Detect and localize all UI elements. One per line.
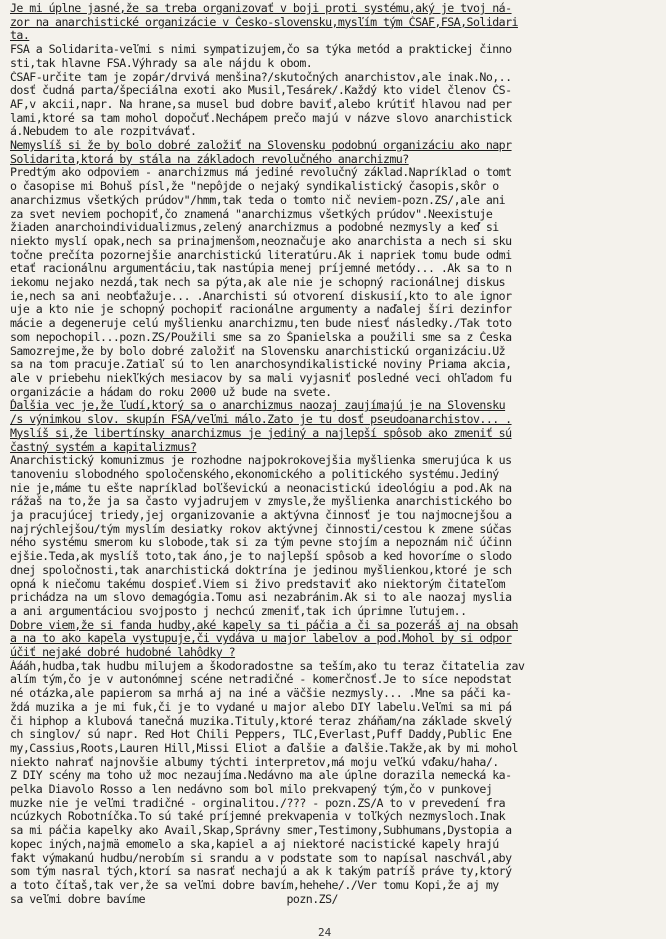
text-line: tanoveniu slobodného spoločenského,ekonomického a politického systému.Jediný [10,467,499,481]
text-line: Predtým ako odpoviem - anarchizmus má jediné revolučný základ.Napríklad o tomt [10,166,512,180]
text-line: kopec iných,najmä emomelo a ska,kapiel a aj niektoré nacistické kapely hrajú [10,837,499,851]
question-line: zor na anarchistické organizácie v Česko-slovensku,mysľím tým ČSAF,FSA,Solidari [10,15,518,29]
text-line: som nepochopil...pozn.ZS/Použili sme sa zo Španielska a použili sme sa z Česka [10,330,512,344]
question-line: Je mi úplne jasné,že sa treba organizovať v boji proti systému,aký je tvoj ná- [10,2,512,15]
text-line: iekomu nejako nezdá,tak nech sa pýta,ak ale nie je schopný racionálnej diskus [10,276,506,290]
text-line: rážaš na to,že ja sa často vyjadrujem v zmysle,že myšlienka anarchistického bo [10,495,512,509]
text-line: dosť čudná parta/špeciálna exoti ako Musil,Tesárek/.Každý kto videl členov ČS- [10,84,512,98]
text-line: Áááh,hudba,tak hudbu milujem a škodoradostne sa teším,ako tu teraz čitatelia zav [10,659,525,673]
text-line: ejšie.Teda,ak myslíš toto,tak áno,je to najlepší spôsob a ked hovoríme o slodo [10,550,512,564]
text-line: lami,ktoré sa tam mohol dopočuť.Nechápem prečo majú v názve slovo anarchistick [10,111,512,125]
text-line: alím tým,čo je v autonómnej scéne netradičné - komerčnosť.Je to síce nepodstat [10,673,512,687]
text-line: muzke nie je veľmi tradičné - orginalitou./??? - pozn.ZS/A to v prevedení fra [10,796,506,810]
text-line: ale v priebehu niekľkých mesiacov by sa mali vyjasniť posledné veci ohľadom fu [10,371,512,385]
text-line: ja pracujúcej triedy,jej organizovanie a aktývna činnosť je tou najmocnejšou a [10,509,512,523]
question-line: Solidarita,ktorá by stála na základoch revolučného anarchizmu? [10,152,409,166]
text-line: či hiphop a klubová tanečná muzika.Tituly,ktoré teraz zháňam/na základe skvelý [10,714,512,728]
text-line: niekto nahrať najnovšie albumy týchti interpretov,má moju veľkú vďaku/haha/. [10,755,499,769]
text-line: ČSAF-určite tam je zopár/drvivá menšina?/skutočných anarchistov,ale inak.No,.. [10,70,512,84]
text-line: Z DIY scény ma toho už moc nezaujíma.Nedávno ma ale úplne dorazila nemecká ka- [10,769,512,783]
text-line: ždá muzika a je mi fuk,či je to vydané u major alebo DIY labelu.Veľmi sa mi pá [10,700,512,714]
text-line: nie je,máme tu ešte napríklad boľševickú a neonacistickú ideológiu a pod.Ak na [10,481,512,495]
text-line: som tým nasral tých,ktorí sa nasrať nechajú a ak k takým patríš práve ty,ktorý [10,865,512,879]
text-line: Anarchistický komunizmus je rozhodne najpokrokovejšia myšlienka smerujúca k us [10,454,512,468]
question-line: /s výnimkou slov. skupín FSA/veľmi málo.Zato je tu dosť pseudoanarchistov... . [10,413,512,427]
text-line: najrýchlejšou/tým myslím desiatky rokov aktývnej činnosti/cestou k zmene súčas [10,522,512,536]
text-line: ch singlov/ sú napr. Red Hot Chili Peppers, TLC,Everlast,Puff Daddy,Public Ene [10,728,512,742]
text-line: a ani argumentáciou svojposto j nechcú zmeniť,tak ich úprimne ľutujem.. [10,604,467,618]
text-line: mácie a degeneruje celú myšlienku anarchizmu,ten bude niesť následky./Tak toto [10,317,512,331]
text-line: uje a kto nie je schopný pochopiť racionálne argumenty a naďalej šíri dezinfor [10,303,512,317]
text-line: Samozrejme,že by bolo dobré založiť na Slovensku anarchistickú organizáciu.Už [10,344,506,358]
text-line: organizácie a hádam do roku 2000 už bude na svete. [10,385,332,399]
text-line: etať racionálnu argumentáciu,tak nastúpia menej príjemné metódy... .Ak sa to n [10,262,512,276]
question-line: ta. [10,29,30,43]
text-line: niekto myslí opak,nech sa prinajmenšom,neoznačuje ako anarchista a nech si sku [10,234,512,248]
text-line: my,Cassius,Roots,Lauren Hill,Missi Eliot a ďalšie a ďalšie.Takže,ak by mi mohol [10,741,518,755]
text-line: točne prečíta pozornejšie anarchistickú literatúru.Ak i napriek tomu bude odmi [10,248,512,262]
text-line: sa mi páčia kapelky ako Avail,Skap,Správny smer,Testimony,Subhumans,Dystopia a [10,824,512,838]
question-line: Dobre viem,že si fanda hudby,aké kapely sa ti páčia a či sa pozeráš aj na obsah [10,618,518,632]
text-line: né otázka,ale papierom sa mrhá aj na iné a väčšie nezmysly... .Mne sa páči ka- [10,687,512,701]
text-line: AF,v akcii,napr. Na hrane,sa musel bud dobre baviť,alebo krútiť hlavou nad per [10,97,512,111]
text-line: prichádza na um slovo demagógia.Tomu asi nezabránim.Ak si to ale naozaj myslia [10,591,512,605]
text-line: fakt výmakanú hudbu/nerobím si srandu a v podstate som to napísal naschvál,aby [10,851,512,865]
text-line: pelka Diavolo Rosso a len nedávno som bol milo prekvapený tým,čo v punkovej [10,783,493,797]
text-line: anarchizmus všetkých prúdov"/hmm,tak teda o tomto nič neviem-pozn.ZS/,ale ani [10,193,506,207]
question-line: Myslíš si,že libertínsky anarchizmus je jediný a najlepší spôsob ako zmeniť sú [10,426,512,440]
text-line: dnej spoločnosti,tak anarchistická doktrína je jedinou myšlienkou,ktoré je sch [10,563,512,577]
question-line: účiť nejaké dobré hudobné lahôdky ? [10,646,236,660]
text-line: ncúzkych Robotníčka.To sú také príjemné prekvapenia v toľkých nezmysloch.Inak [10,810,506,824]
text-line: sa na tom pracuje.Zatiaľ sú to len anarchosyndikalistické noviny Priama akcia, [10,358,512,372]
text-line: opná k niečomu takému dospieť.Viem si živo predstaviť ako niektorým čitateľom [10,577,506,591]
text-line: ie,nech sa ani neobťažuje... .Anarchisti sú otvorení diskusií,kto to ale ignor [10,289,512,303]
text-line: za svet neviem pochopiť,čo znamená "anarchizmus všetkých prúdov".Neexistuje [10,207,493,221]
text-line: á.Nebudem to ale rozpitvávať. [10,125,197,139]
question-line: Ďalšia vec je,že ľudí,ktorý sa o anarchizmus naozaj zaujímajú je na Slovensku [10,399,506,413]
text-line: sa veľmi dobre bavíme pozn.ZS/ [10,892,338,906]
question-line: a na to ako kapela vystupuje,či vydáva u major labelov a pod.Mohol by si odpor [10,632,512,646]
question-line: Nemyslíš si že by bolo dobré založiť na Slovensku podobnú organizáciu ako napr [10,139,512,153]
page-number: 24 [318,926,332,939]
question-line: častný systém a kapitalizmus? [10,440,197,454]
text-line: ného systému smerom ku slobode,tak si za tým pevne stojím a nepoznám nič účinn [10,536,512,550]
text-line: a toto čítaš,tak ver,že sa veľmi dobre bavím,hehehe/./Ver tomu Kopi,že aj my [10,879,499,892]
text-line: FSA a Solidarita-veľmi s nimi sympatizujem,čo sa týka metód a praktickej činno [10,43,512,57]
text-line: žiaden anarchoindividualizmus,zelený anarchizmus a podobné nezmysly a keď si [10,221,499,235]
text-line: sti,tak hlavne FSA.Výhrady sa ale nájdu k obom. [10,56,313,70]
text-line: o časopise mi Bohuš písl,že "nepôjde o nejaký syndikalistický časopis,skôr o [10,180,499,194]
